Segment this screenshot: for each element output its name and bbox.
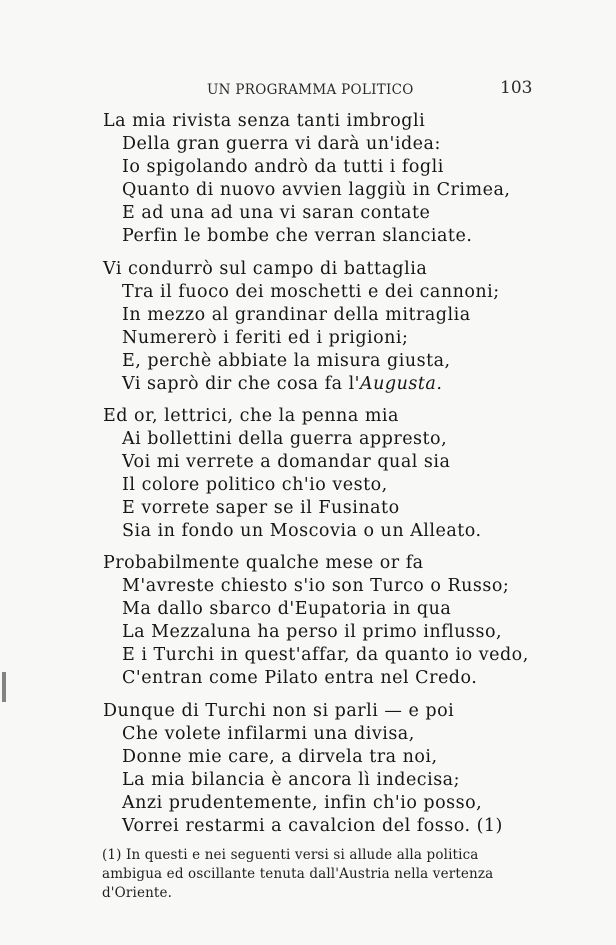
verse-line: Vi condurrò sul campo di battaglia bbox=[103, 259, 428, 279]
verse-line: Voi mi verrete a domandar qual sia bbox=[122, 452, 451, 472]
verse-line: Ed or, lettrici, che la penna mia bbox=[103, 406, 399, 426]
verse-line: E i Turchi in quest'affar, da quanto io vedo, bbox=[122, 645, 529, 665]
verse-line bbox=[122, 373, 442, 396]
verse-line: Vorrei restarmi a cavalcion del fosso. (1) bbox=[122, 816, 503, 836]
verse-line: Tra il fuoco dei moschetti e dei cannoni; bbox=[122, 282, 500, 302]
verse-line: In mezzo al grandinar della mitraglia bbox=[122, 305, 471, 325]
newspaper-title: Augusta. bbox=[359, 374, 443, 394]
verse-line: La mia rivista senza tanti imbrogli bbox=[103, 111, 426, 131]
page-number: 103 bbox=[500, 78, 533, 98]
footnote-line: d'Oriente. bbox=[102, 885, 173, 901]
scan-margin-mark bbox=[2, 672, 6, 702]
verse-line: Della gran guerra vi darà un'idea: bbox=[122, 134, 441, 154]
verse-line: Ma dallo sbarco d'Eupatoria in qua bbox=[122, 599, 452, 619]
verse-line: E ad una ad una vi saran contate bbox=[122, 203, 431, 223]
verse-line: M'avreste chiesto s'io son Turco o Russo; bbox=[122, 576, 510, 596]
verse-line: Il colore politico ch'io vesto, bbox=[122, 475, 388, 495]
verse-line: Numererò i feriti ed i prigioni; bbox=[122, 328, 409, 348]
verse-line: Probabilmente qualche mese or fa bbox=[103, 553, 424, 573]
verse-line: E, perchè abbiate la misura giusta, bbox=[122, 351, 451, 371]
verse-line: Anzi prudentemente, infin ch'io posso, bbox=[122, 793, 483, 813]
verse-line: Ai bollettini della guerra appresto, bbox=[122, 429, 448, 449]
verse-line: Sia in fondo un Moscovia o un Alleato. bbox=[122, 521, 482, 541]
footnote-line: ambigua ed oscillante tenuta dall'Austria nella vertenza bbox=[102, 866, 494, 882]
verse-line: La mia bilancia è ancora lì indecisa; bbox=[122, 770, 461, 790]
verse-line: Che volete infilarmi una divisa, bbox=[122, 724, 415, 744]
running-title: UN PROGRAMMA POLITICO bbox=[207, 82, 414, 98]
verse-line: Perfin le bombe che verran slanciate. bbox=[122, 226, 473, 246]
footnote bbox=[102, 846, 552, 903]
verse-line: Quanto di nuovo avvien laggiù in Crimea, bbox=[122, 180, 511, 200]
verse-line: E vorrete saper se il Fusinato bbox=[122, 498, 400, 518]
verse-line: C'entran come Pilato entra nel Credo. bbox=[122, 668, 478, 688]
verse-line: Dunque di Turchi non si parli — e poi bbox=[103, 701, 455, 721]
verse-line: Io spigolando andrò da tutti i fogli bbox=[122, 157, 444, 177]
verse-line: Donne mie care, a dirvela tra noi, bbox=[122, 747, 438, 767]
verse-text: Vi saprò dir che cosa fa l' bbox=[122, 374, 360, 394]
footnote-line: (1) In questi e nei seguenti versi si allude alla politica bbox=[102, 847, 479, 863]
verse-line: La Mezzaluna ha perso il primo influsso, bbox=[122, 622, 503, 642]
